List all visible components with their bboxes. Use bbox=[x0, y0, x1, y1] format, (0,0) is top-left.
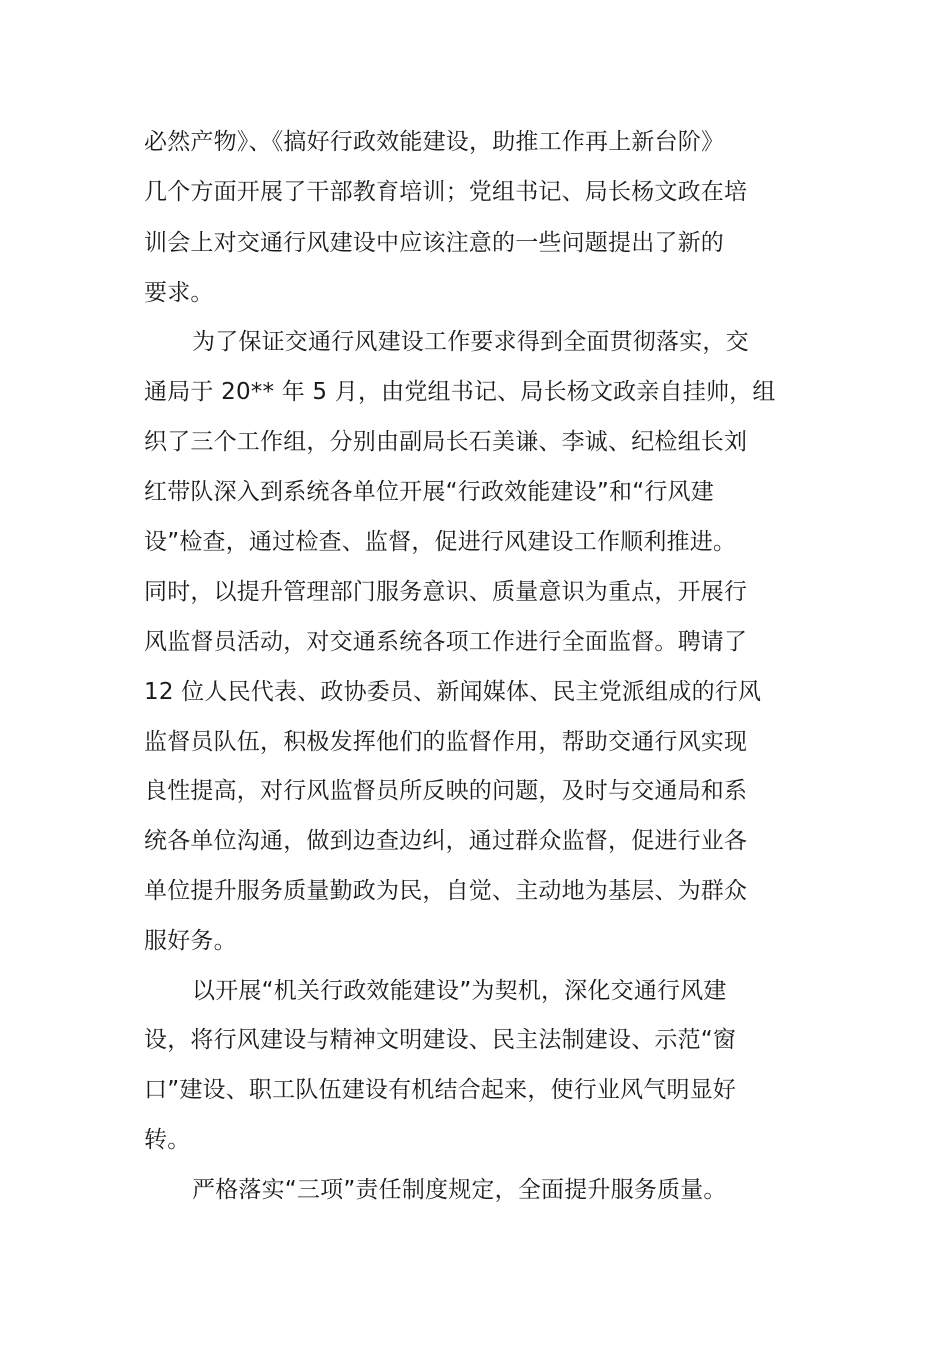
text-line: 转。 bbox=[144, 1127, 191, 1153]
text-line: 几个方面开展了干部教育培训；党组书记、局长杨文政在培 bbox=[144, 179, 748, 205]
text-line: 口”建设、职工队伍建设有机结合起来，使行业风气明显好 bbox=[144, 1077, 737, 1103]
text-line: 良性提高，对行风监督员所反映的问题，及时与交通局和系 bbox=[144, 778, 748, 804]
text-line: 12 位人民代表、政协委员、新闻媒体、民主党派组成的行风 bbox=[144, 679, 762, 705]
text-line: 同时，以提升管理部门服务意识、质量意识为重点，开展行 bbox=[144, 579, 748, 605]
text-line: 单位提升服务质量勤政为民，自觉、主动地为基层、为群众 bbox=[144, 878, 748, 904]
text-line: 红带队深入到系统各单位开展“行政效能建设”和“行风建 bbox=[144, 479, 714, 505]
text-line: 训会上对交通行风建设中应该注意的一些问题提出了新的 bbox=[144, 230, 724, 256]
text-line: 要求。 bbox=[144, 280, 214, 306]
text-line: 织了三个工作组，分别由副局长石美谦、李诚、纪检组长刘 bbox=[144, 429, 748, 455]
text-line: 通局于 20** 年 5 月，由党组书记、局长杨文政亲自挂帅，组 bbox=[144, 379, 776, 405]
text-line: 设，将行风建设与精神文明建设、民主法制建设、示范“窗 bbox=[144, 1027, 737, 1053]
text-line: 风监督员活动，对交通系统各项工作进行全面监督。聘请了 bbox=[144, 629, 748, 655]
text-line: 为了保证交通行风建设工作要求得到全面贯彻落实，交 bbox=[192, 329, 749, 355]
text-line: 必然产物》、《搞好行政效能建设，助推工作再上新台阶》 bbox=[144, 129, 725, 155]
text-line: 设”检查，通过检查、监督，促进行风建设工作顺利推进。 bbox=[144, 529, 737, 555]
text-line: 服好务。 bbox=[144, 928, 237, 954]
text-line: 严格落实“三项”责任制度规定，全面提升服务质量。 bbox=[192, 1177, 727, 1203]
text-line: 监督员队伍，积极发挥他们的监督作用，帮助交通行风实现 bbox=[144, 729, 748, 755]
text-line: 以开展“机关行政效能建设”为契机，深化交通行风建 bbox=[192, 978, 727, 1004]
text-line: 统各单位沟通，做到边查边纠，通过群众监督，促进行业各 bbox=[144, 828, 748, 854]
